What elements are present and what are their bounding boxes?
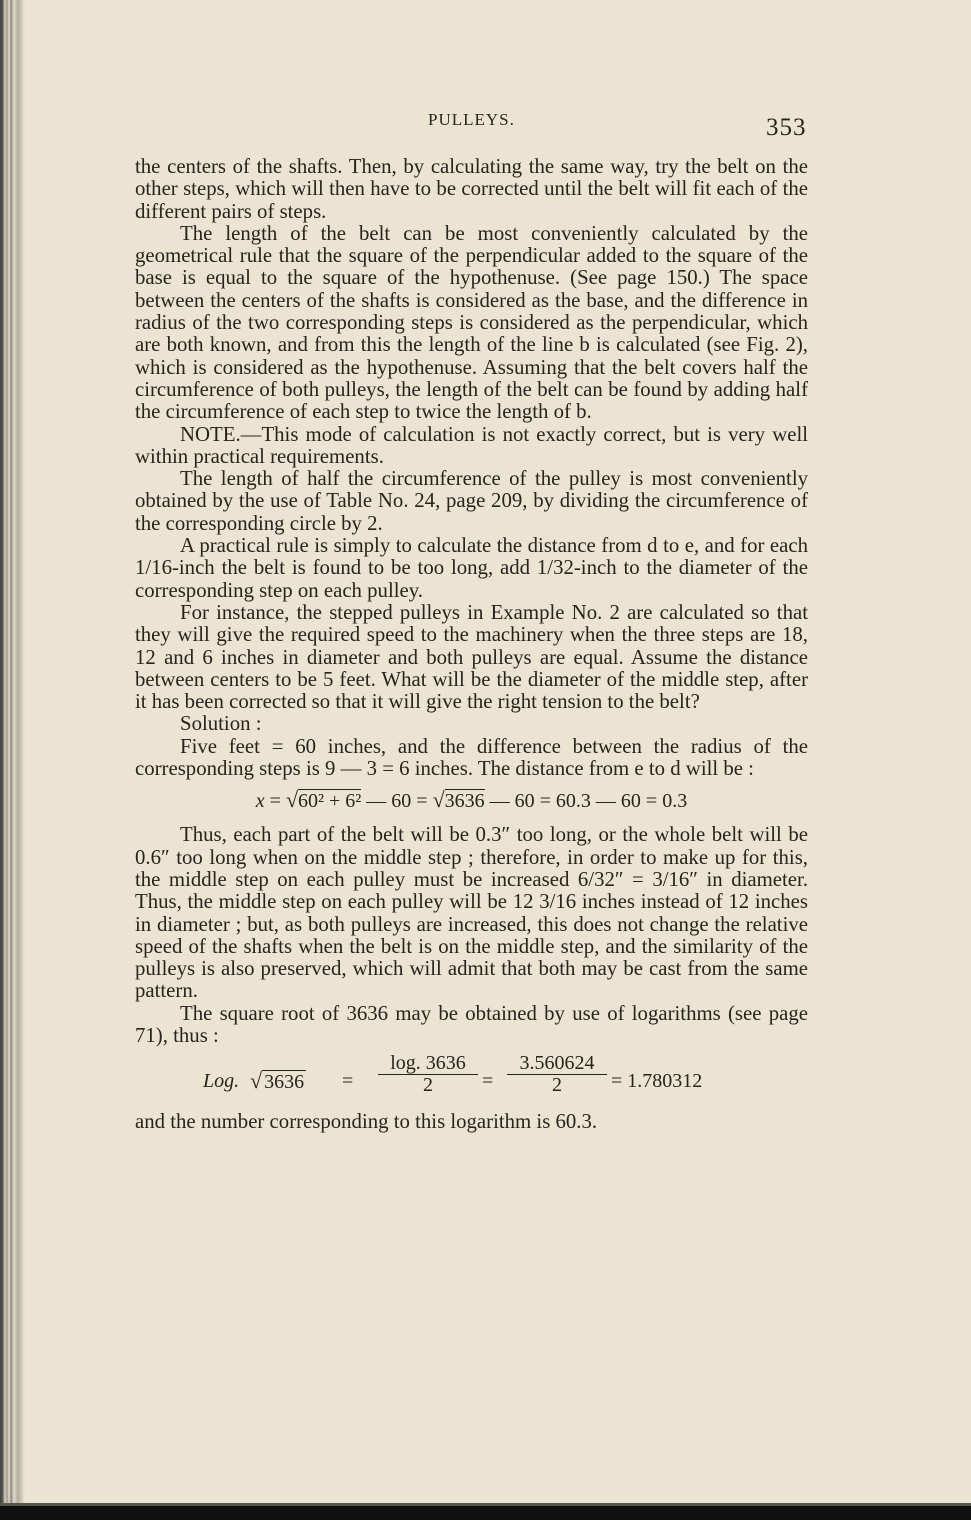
eq-radicand: 60² + 6²: [298, 790, 362, 813]
fraction-denominator: 2: [423, 1074, 433, 1097]
paragraph: The length of half the circumference of the pulley is most conveniently obtained by the use of Table No. 24, page 209, by dividing the circumference of the corresponding circle by 2.: [135, 467, 808, 535]
eq-radicand-2: 3636: [444, 790, 485, 813]
paragraph: Five feet = 60 inches, and the difference between the radius of the corresponding steps is 9 — 3 = 6 inches. The distance from e to d will be :: [135, 734, 808, 781]
paragraph: and the number corresponding to this logarithm is 60.3.: [135, 1110, 598, 1134]
equation-log: [135, 1053, 808, 1105]
log-radical: [250, 1070, 306, 1093]
page-header: [0, 110, 971, 140]
eq-rest: — 60 = 60.3 — 60 = 0.3: [489, 790, 688, 813]
log-radicand: 3636: [264, 1071, 305, 1094]
paragraph: The length of the belt can be most conveniently calculated by the geometrical rule that the square of the perpendicular added to the square of the base is equal to the square of the hypothenuse. (See page 150.) The space between the centers of the shafts is considered as the base, and the difference in radius of the two corresponding steps is considered as the perpendicular, which are both known, and from this the length of the line b is calculated (see Fig. 2), which is considered as the hypothenuse. Assuming that the belt covers half the circumference of both pulleys, the length of the belt can be found by adding half the circumference of each step to twice the length of b.: [135, 221, 808, 424]
log-fraction-2: [507, 1053, 607, 1096]
paragraph: The square root of 3636 may be obtained by use of logarithms (see page 71), thus :: [135, 1001, 808, 1047]
fraction-numerator: log. 3636: [378, 1053, 478, 1075]
log-fraction-1: [378, 1053, 478, 1096]
log-label: Log.: [203, 1070, 240, 1093]
log-equals: =: [342, 1070, 354, 1093]
radical-icon: √: [432, 787, 445, 813]
paragraph: the centers of the shafts. Then, by calculating the same way, try the belt on the other steps, which will then have to be corrected until the belt will fit each of the different pairs of steps.: [135, 155, 808, 223]
log-equals-2: =: [482, 1070, 494, 1093]
eq-equals: =: [269, 790, 281, 813]
eq-minus: — 60 =: [366, 790, 428, 813]
log-result: = 1.780312: [611, 1070, 703, 1093]
equation-x: [135, 789, 808, 815]
solution-label: Solution :: [180, 712, 262, 736]
fraction-numerator: 3.560624: [507, 1053, 607, 1075]
eq-var: x: [255, 790, 265, 813]
page-number: 353: [766, 114, 807, 141]
note-paragraph: NOTE.—This mode of calculation is not exactly correct, but is very well within practical requirements.: [135, 422, 808, 468]
running-title: PULLEYS.: [428, 110, 515, 129]
paragraph: A practical rule is simply to calculate the distance from d to e, and for each 1/16-inch the belt is found to be too long, add 1/32-inch to the diameter of the corresponding step on each pulley.: [135, 534, 808, 602]
paragraph: Thus, each part of the belt will be 0.3″ too long, or the whole belt will be 0.6″ too long when on the middle step ; therefore, in order to make up for this, the middle step on each pulley must be increased 6/32″ = 3/16″ in diameter. Thus, the middle step on each pulley will be 12 3/16 inches instead of 12 inches in diameter ; but, as both pulleys are increased, this does not change the relative speed of the shafts when the belt is on the middle step, and the similarity of the pulleys is also preserved, which will admit that both may be cast from the same pattern.: [135, 823, 808, 1003]
page-body: [135, 156, 808, 1134]
scan-bottom-bar: [0, 1506, 971, 1520]
radical-icon: √: [285, 787, 299, 813]
book-spine-edge: [0, 0, 26, 1520]
radical-icon: √: [250, 1068, 263, 1094]
paragraph: For instance, the stepped pulleys in Example No. 2 are calculated so that they will give the required speed to the machinery when the three steps are 18, 12 and 6 inches in diameter and both pulleys are equal. Assume the distance between centers to be 5 feet. What will be the diameter of the middle step, after it has been corrected so that it will give the right tension to the belt?: [135, 600, 808, 714]
fraction-denominator: 2: [552, 1074, 562, 1097]
